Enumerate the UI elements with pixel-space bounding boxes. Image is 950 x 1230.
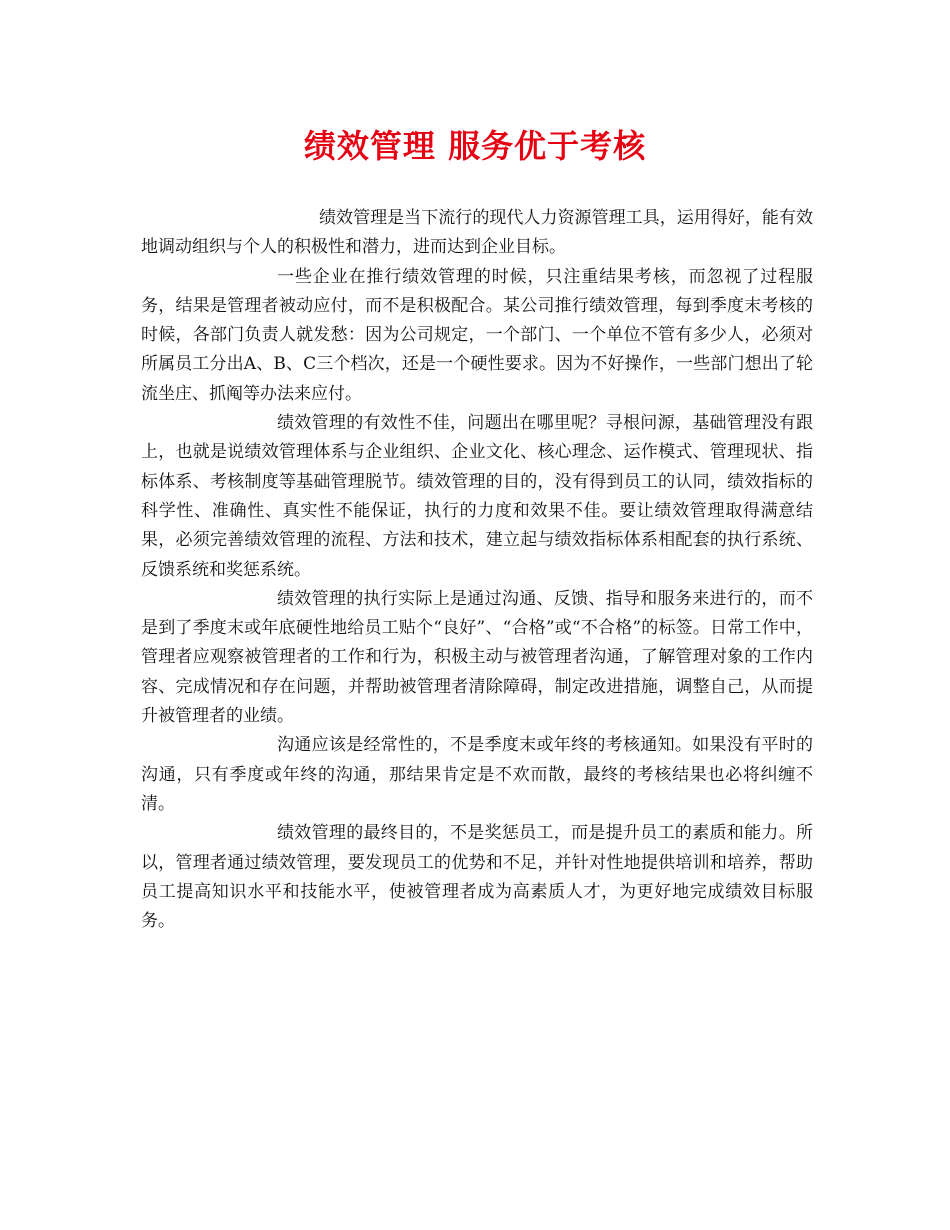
- paragraph-6: 绩效管理的最终目的，不是奖惩员工，而是提升员工的素质和能力。所以，管理者通过绩效管理，要发现员工的优势和不足，并针对性地提供培训和培养，帮助员工提高知识水平和技能水平，使被管理者成为高素质人才，为更好地完成绩效目标服务。: [141, 823, 813, 932]
- paragraph-1: 绩效管理是当下流行的现代人力资源管理工具，运用得好，能有效地调动组织与个人的积极性和潜力，进而达到企业目标。: [141, 208, 813, 258]
- paragraph-3: 绩效管理的有效性不佳，问题出在哪里呢？寻根问源，基础管理没有跟上，也就是说绩效管理体系与企业组织、企业文化、核心理念、运作模式、管理现状、指标体系、考核制度等基础管理脱节。绩效管理的目的，没有得到员工的认同，绩效指标的科学性、准确性、真实性不能保证，执行的力度和效果不佳。要让绩效管理取得满意结果，必须完善绩效管理的流程、方法和技术，建立起与绩效指标体系相配套的执行系统、反馈系统和奖惩系统。: [141, 413, 813, 580]
- paragraph-5: 沟通应该是经常性的，不是季度末或年终的考核通知。如果没有平时的沟通，只有季度或年终的沟通，那结果肯定是不欢而散，最终的考核结果也必将纠缠不清。: [141, 735, 813, 814]
- paragraph-4: 绩效管理的执行实际上是通过沟通、反馈、指导和服务来进行的，而不是到了季度末或年底硬性地给员工贴个“良好”、“合格”或“不合格”的标签。日常工作中，管理者应观察被管理者的工作和行为，积极主动与被管理者沟通，了解管理对象的工作内容、完成情况和存在问题，并帮助被管理者清除障碍，制定改进措施，调整自己，从而提升被管理者的业绩。: [141, 588, 813, 727]
- paragraph-2: 一些企业在推行绩效管理的时候，只注重结果考核，而忽视了过程服务，结果是管理者被动应付，而不是积极配合。某公司推行绩效管理，每到季度末考核的时候，各部门负责人就发愁：因为公司规定，一个部门、一个单位不管有多少人，必须对所属员工分出A、B、C三个档次，还是一个硬性要求。因为不好操作，一些部门想出了轮流坐庄、抓阄等办法来应付。: [141, 266, 813, 404]
- document-title: 绩效管理 服务优于考核: [303, 127, 647, 165]
- document-body: [141, 204, 813, 936]
